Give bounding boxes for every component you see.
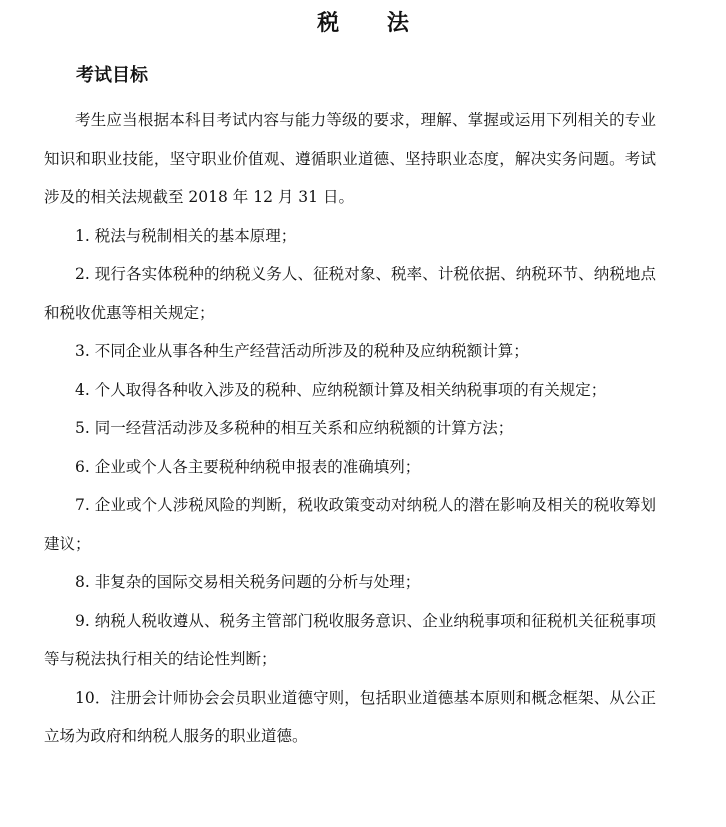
list-item-5: 5. 同一经营活动涉及多税种的相互关系和应纳税额的计算方法； <box>75 419 514 437</box>
document-title: 税 法 <box>317 11 429 36</box>
list-item-7: 7. 企业或个人涉税风险的判断，税收政策变动对纳税人的潜在影响及相关的税收筹划建议； <box>44 496 656 553</box>
list-item-9: 9. 纳税人税收遵从、税务主管部门税收服务意识、企业纳税事项和征税机关征税事项等与税法执行相关的结论性判断； <box>44 611 656 668</box>
intro-paragraph: 考生应当根据本科目考试内容与能力等级的要求，理解、掌握或运用下列相关的专业知识和职业技能，坚守职业价值观、遵循职业道德、坚持职业态度，解决实务问题。考试涉及的相关法规截至 2018 年 12 月 31 日。 <box>44 111 656 206</box>
list-item-1: 1. 税法与税制相关的基本原理； <box>75 226 297 245</box>
section-heading: 考试目标 <box>76 65 148 86</box>
document-body <box>44 101 656 756</box>
list-item-4: 4. 个人取得各种收入涉及的税种、应纳税额计算及相关纳税事项的有关规定； <box>75 380 607 399</box>
list-item-2: 2. 现行各实体税种的纳税义务人、征税对象、税率、计税依据、纳税环节、纳税地点和税收优惠等相关规定； <box>44 265 656 322</box>
list-item-6: 6. 企业或个人各主要税种纳税申报表的准确填列； <box>75 457 421 476</box>
list-item-3: 3. 不同企业从事各种生产经营活动所涉及的税种及应纳税额计算； <box>75 342 529 360</box>
list-item-8: 8. 非复杂的国际交易相关税务问题的分析与处理； <box>75 573 421 591</box>
list-item-10: 10．注册会计师协会会员职业道德守则，包括职业道德基本原则和概念框架、从公正立场为政府和纳税人服务的职业道德。 <box>44 688 656 745</box>
